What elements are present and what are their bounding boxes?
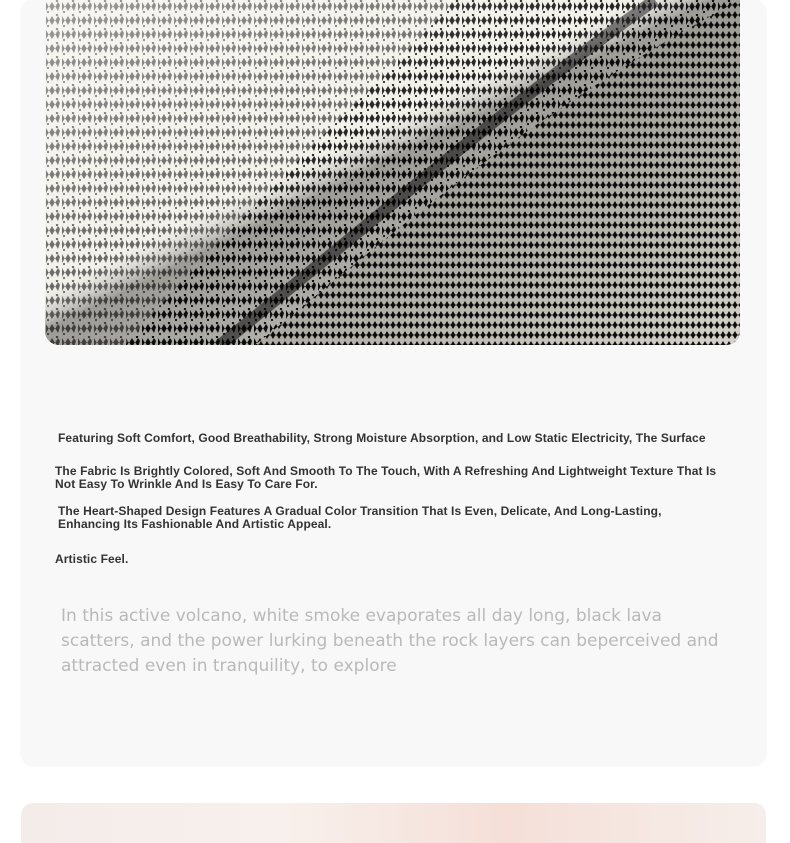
knit-fabric-pattern	[45, 0, 740, 345]
fabric-product-image	[45, 0, 740, 345]
next-product-card-top	[21, 803, 766, 843]
product-card	[21, 0, 766, 766]
poem-text: In this active volcano, white smoke evaporates all day long, black lava scatters, and the power lurking beneath the rock layers can beperceived and attracted even in tranquility, to explore	[61, 606, 719, 676]
description-line: The Fabric Is Brightly Colored, Soft And Smooth To The Touch, With A Refreshing And Lightweight Texture That Is Not Easy To Wrinkle And Is Easy To Care For.	[55, 465, 730, 491]
description-line: The Heart-Shaped Design Features A Gradual Color Transition That Is Even, Delicate, And Long-Lasting, Enhancing Its Fashionable And Artistic Appeal.	[58, 505, 723, 531]
description-line: Featuring Soft Comfort, Good Breathability, Strong Moisture Absorption, and Low Static Electricity, The Surface	[58, 432, 718, 445]
description-line: Artistic Feel.	[55, 553, 175, 566]
